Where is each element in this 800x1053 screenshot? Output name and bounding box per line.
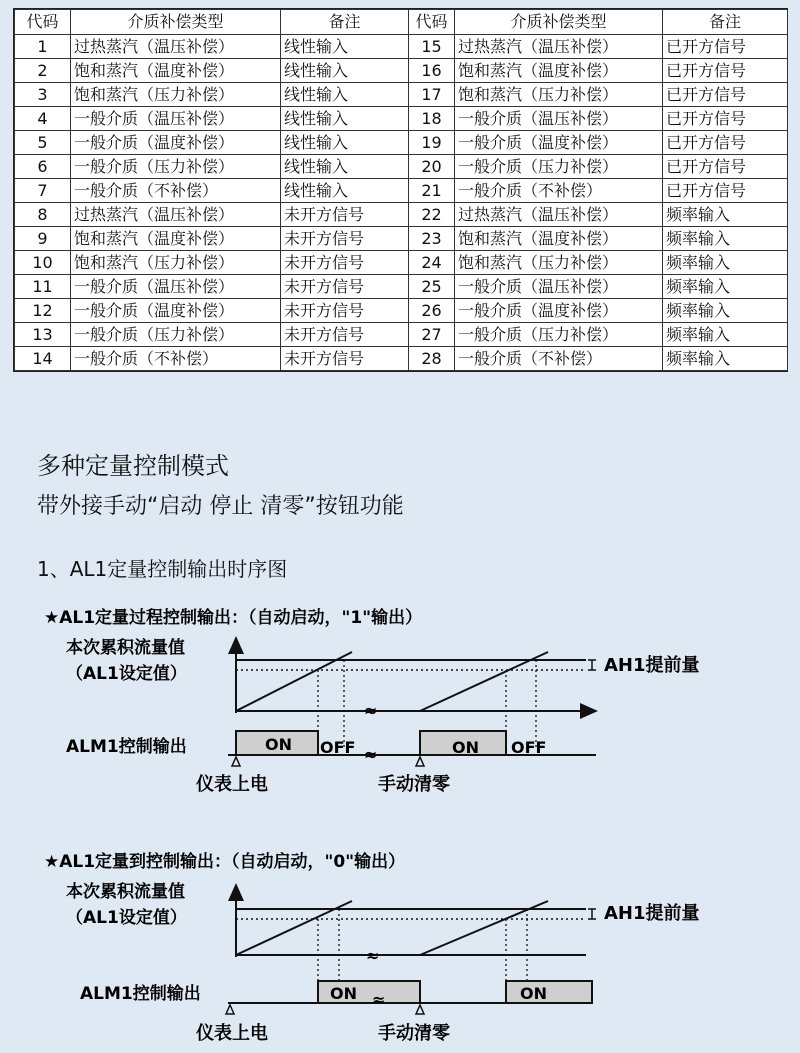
output-label: ALM1控制输出 (80, 984, 201, 1004)
y-label-line2: （AL1设定值） (66, 908, 187, 928)
cell-code: 21 (409, 179, 455, 203)
y-label-line1: 本次累积流量值 (66, 638, 185, 658)
table-row (15, 203, 788, 227)
event-manual-reset: 手动清零 (378, 1023, 450, 1044)
table-header-row (15, 10, 788, 35)
cell-code: 19 (409, 131, 455, 155)
cell-type: 过热蒸汽（温压补偿） (455, 35, 663, 59)
cell-type: 饱和蒸汽（温度补偿） (455, 59, 663, 83)
output-label: ALM1控制输出 (66, 737, 187, 757)
table-row (15, 59, 788, 83)
cell-note: 线性输入 (281, 155, 409, 179)
cell-type: 一般介质（不补偿） (455, 179, 663, 203)
event-triangle-1 (226, 1005, 234, 1014)
cell-code: 15 (409, 35, 455, 59)
cell-code: 17 (409, 83, 455, 107)
on-text-2: ON (452, 738, 479, 757)
cell-note: 已开方信号 (663, 179, 788, 203)
cell-note: 未开方信号 (281, 275, 409, 299)
output-break-mark: ≈ (364, 745, 378, 764)
cell-note: 未开方信号 (281, 347, 409, 371)
header-note: 备注 (281, 10, 409, 35)
ah1-label: AH1提前量 (604, 903, 700, 924)
cell-type: 一般介质（不补偿） (71, 179, 281, 203)
table-row (15, 299, 788, 323)
cell-code: 3 (15, 83, 71, 107)
cell-note: 未开方信号 (281, 323, 409, 347)
off-text-1: OFF (320, 738, 356, 757)
cell-type: 饱和蒸汽（压力补偿） (455, 83, 663, 107)
cell-type: 一般介质（压力补偿） (71, 155, 281, 179)
on-text-1: ON (265, 735, 292, 754)
cell-code: 9 (15, 227, 71, 251)
medium-compensation-table (13, 8, 788, 372)
cell-note: 已开方信号 (663, 107, 788, 131)
event-manual-reset: 手动清零 (378, 774, 450, 795)
cell-note: 未开方信号 (281, 299, 409, 323)
axis-break-mark: ≈ (366, 946, 380, 965)
cell-note: 线性输入 (281, 179, 409, 203)
cell-type: 一般介质（温压补偿） (455, 275, 663, 299)
cell-code: 12 (15, 299, 71, 323)
event-triangle-2 (416, 757, 424, 766)
on-text-2: ON (520, 984, 547, 1003)
table-row (15, 107, 788, 131)
cell-type: 一般介质（温度补偿） (71, 131, 281, 155)
cell-code: 5 (15, 131, 71, 155)
table-row (15, 251, 788, 275)
cell-note: 线性输入 (281, 107, 409, 131)
timing-diagram-1 (0, 598, 800, 808)
cell-code: 8 (15, 203, 71, 227)
cell-note: 已开方信号 (663, 131, 788, 155)
cell-code: 24 (409, 251, 455, 275)
header-type: 介质补偿类型 (455, 10, 663, 35)
cell-type: 饱和蒸汽（压力补偿） (455, 251, 663, 275)
cell-type: 一般介质（不补偿） (71, 347, 281, 371)
y-label-line2: （AL1设定值） (66, 664, 187, 684)
table-row (15, 323, 788, 347)
timing-diagram-2 (0, 843, 800, 1053)
table-row (15, 35, 788, 59)
cell-type: 一般介质（温度补偿） (455, 131, 663, 155)
table-row (15, 179, 788, 203)
cell-note: 频率输入 (663, 203, 788, 227)
on-pulse-2 (506, 981, 592, 1003)
cell-note: 未开方信号 (281, 227, 409, 251)
cell-code: 16 (409, 59, 455, 83)
cell-note: 线性输入 (281, 83, 409, 107)
cell-note: 已开方信号 (663, 35, 788, 59)
off-text-2: OFF (511, 738, 547, 757)
cell-note: 线性输入 (281, 35, 409, 59)
cell-type: 一般介质（温度补偿） (455, 299, 663, 323)
cell-note: 已开方信号 (663, 155, 788, 179)
cell-type: 一般介质（不补偿） (455, 347, 663, 371)
diagram-caption: ★AL1定量到控制输出：（自动启动，"0"输出） (44, 852, 406, 872)
cell-note: 已开方信号 (663, 59, 788, 83)
cell-type: 饱和蒸汽（压力补偿） (71, 251, 281, 275)
cell-type: 一般介质（温压补偿） (71, 107, 281, 131)
header-code: 代码 (15, 10, 71, 35)
cell-code: 6 (15, 155, 71, 179)
cell-code: 28 (409, 347, 455, 371)
axis-break-mark: ≈ (364, 701, 378, 720)
header-code: 代码 (409, 10, 455, 35)
cell-type: 一般介质（压力补偿） (71, 323, 281, 347)
cell-type: 一般介质（温度补偿） (71, 299, 281, 323)
output-break-mark: ≈ (372, 990, 386, 1009)
header-type: 介质补偿类型 (71, 10, 281, 35)
cell-type: 饱和蒸汽（温度补偿） (71, 227, 281, 251)
cell-note: 频率输入 (663, 251, 788, 275)
cell-code: 25 (409, 275, 455, 299)
header-note: 备注 (663, 10, 788, 35)
cell-code: 10 (15, 251, 71, 275)
event-power-on: 仪表上电 (196, 774, 268, 795)
cell-note: 频率输入 (663, 299, 788, 323)
cell-note: 线性输入 (281, 59, 409, 83)
cell-note: 已开方信号 (663, 83, 788, 107)
code-table (14, 9, 788, 371)
cell-code: 20 (409, 155, 455, 179)
cell-type: 过热蒸汽（温压补偿） (455, 203, 663, 227)
table-row (15, 155, 788, 179)
cell-code: 14 (15, 347, 71, 371)
cell-note: 频率输入 (663, 347, 788, 371)
cell-code: 13 (15, 323, 71, 347)
cell-note: 未开方信号 (281, 251, 409, 275)
cell-type: 过热蒸汽（温压补偿） (71, 35, 281, 59)
event-triangle-2 (416, 1005, 424, 1014)
event-power-on: 仪表上电 (196, 1023, 268, 1044)
cell-type: 一般介质（温压补偿） (71, 275, 281, 299)
cell-note: 线性输入 (281, 131, 409, 155)
section-subtitle: 带外接手动“启动 停止 清零”按钮功能 (37, 494, 404, 519)
table-row (15, 131, 788, 155)
cell-note: 未开方信号 (281, 203, 409, 227)
cell-note: 频率输入 (663, 275, 788, 299)
event-triangle-1 (232, 757, 240, 766)
cell-code: 2 (15, 59, 71, 83)
cell-note: 频率输入 (663, 227, 788, 251)
cell-type: 饱和蒸汽（温度补偿） (455, 227, 663, 251)
cell-code: 11 (15, 275, 71, 299)
section-title: 多种定量控制模式 (37, 452, 229, 480)
cell-code: 1 (15, 35, 71, 59)
cell-code: 4 (15, 107, 71, 131)
on-text-1: ON (330, 984, 357, 1003)
cell-code: 7 (15, 179, 71, 203)
cell-type: 饱和蒸汽（压力补偿） (71, 83, 281, 107)
diagram-caption: ★AL1定量过程控制输出：（自动启动，"1"输出） (44, 608, 423, 628)
table-row (15, 347, 788, 371)
cell-code: 22 (409, 203, 455, 227)
table-row (15, 83, 788, 107)
cell-type: 一般介质（压力补偿） (455, 323, 663, 347)
cell-code: 18 (409, 107, 455, 131)
table-row (15, 275, 788, 299)
cell-type: 一般介质（温压补偿） (455, 107, 663, 131)
cell-type: 一般介质（压力补偿） (455, 155, 663, 179)
cell-type: 饱和蒸汽（温度补偿） (71, 59, 281, 83)
cell-note: 频率输入 (663, 323, 788, 347)
table-row (15, 227, 788, 251)
cell-code: 26 (409, 299, 455, 323)
section-item-heading: 1、AL1定量控制输出时序图 (37, 557, 288, 581)
cell-code: 23 (409, 227, 455, 251)
y-label-line1: 本次累积流量值 (66, 882, 185, 902)
cell-type: 过热蒸汽（温压补偿） (71, 203, 281, 227)
cell-code: 27 (409, 323, 455, 347)
ah1-label: AH1提前量 (604, 655, 700, 676)
